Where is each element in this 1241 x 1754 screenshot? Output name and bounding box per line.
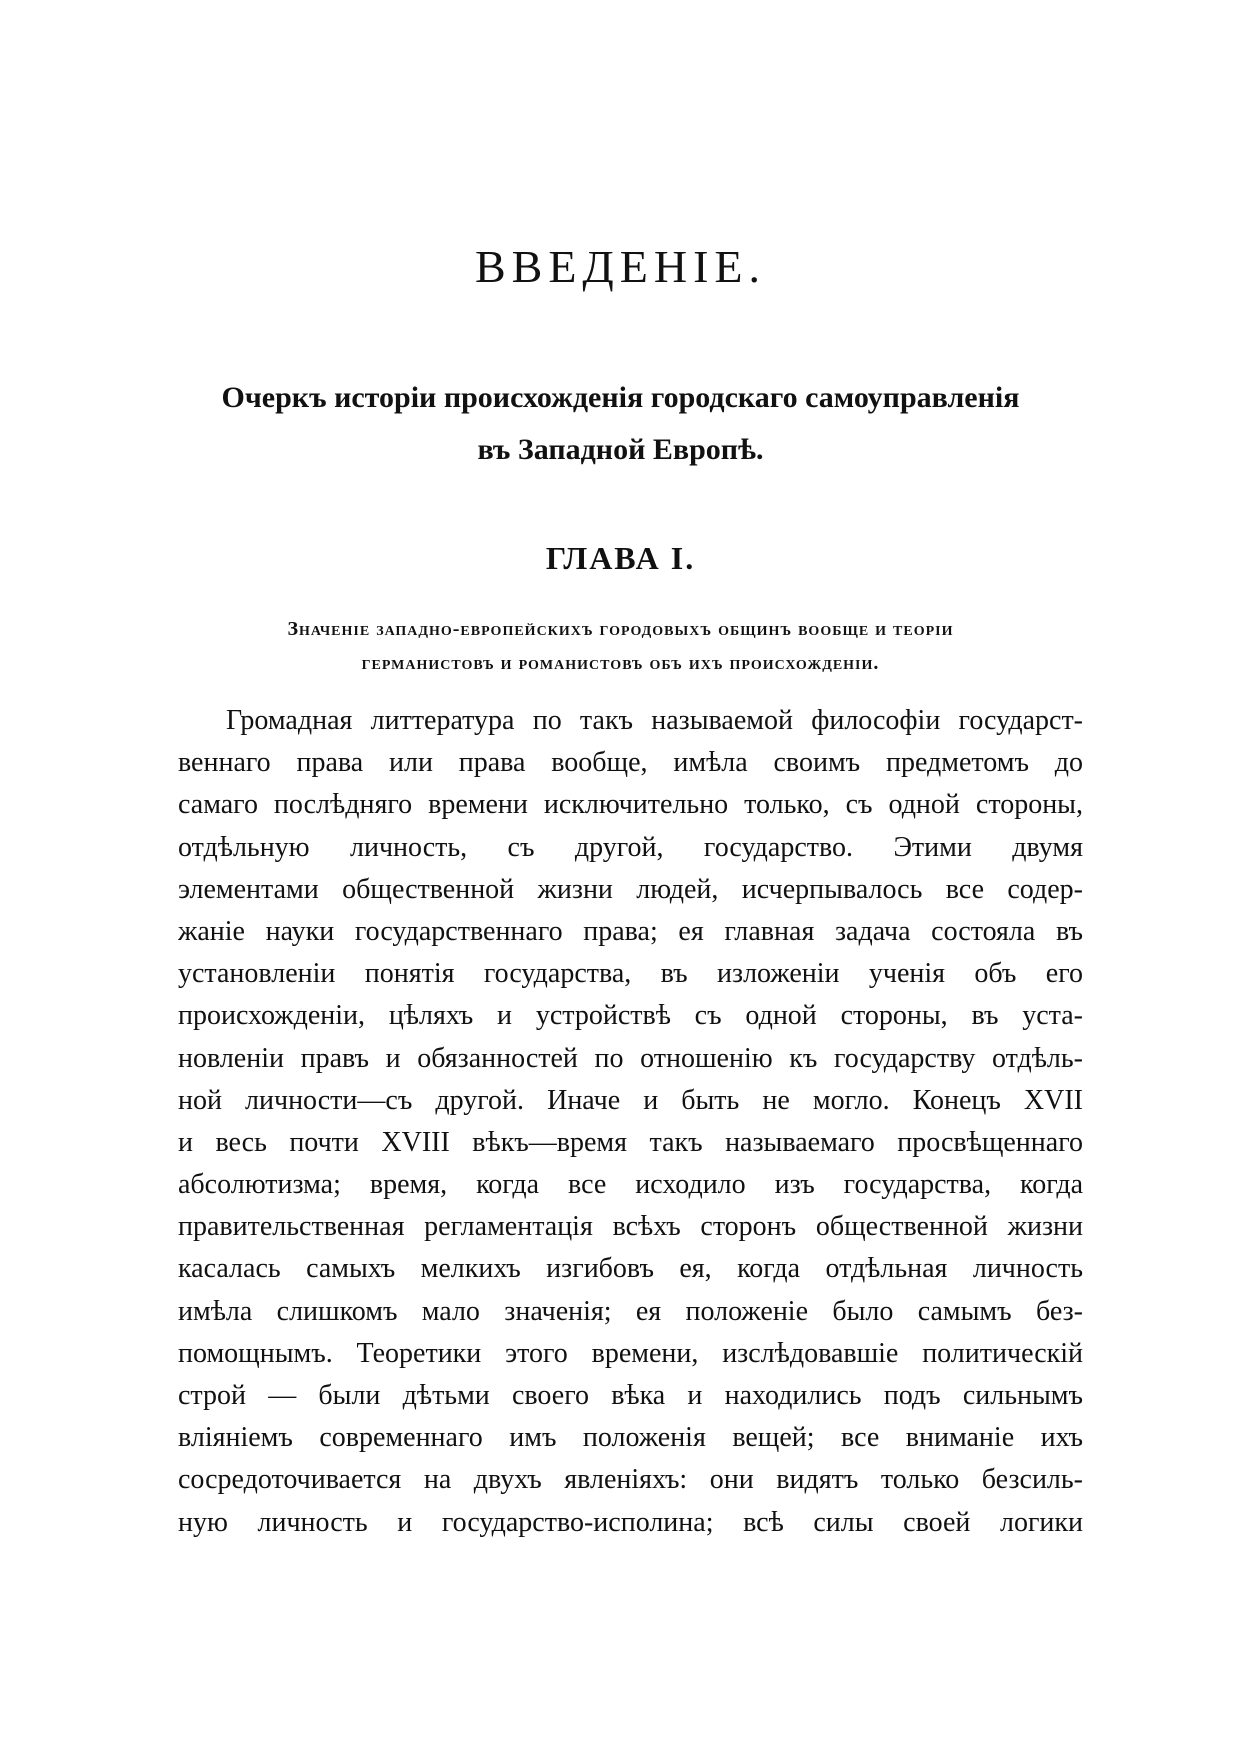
text-line: ной личности—съ другой. Иначе и быть не могло. Конецъ XVII bbox=[178, 1084, 1083, 1116]
text-line: помощнымъ. Теоретики этого времени, изслѣдовавшіе политическій bbox=[178, 1337, 1083, 1369]
text-line: абсолютизма; время, когда все исходило изъ государства, когда bbox=[178, 1169, 1083, 1201]
text-line: Громадная литтература по такъ называемой философіи государст- bbox=[226, 705, 1083, 736]
text-line: происхожденіи, цѣляхъ и устройствѣ съ одной стороны, въ уста- bbox=[178, 1000, 1083, 1032]
text-line: касалась самыхъ мелкихъ изгибовъ ея, когда отдѣльная личность bbox=[178, 1253, 1083, 1285]
text-line: правительственная регламентація всѣхъ сторонъ общественной жизни bbox=[178, 1211, 1083, 1243]
text-line: сосредоточивается на двухъ явленіяхъ: они видятъ только безсиль- bbox=[178, 1464, 1083, 1496]
chapter-heading: ГЛАВА I. bbox=[545, 540, 696, 576]
chapter-description-line: Значеніе западно-европейскихъ городовыхъ общинъ вообще и теоріи bbox=[287, 618, 954, 640]
text-line: вліяніемъ современнаго имъ положенія вещей; все вниманіе ихъ bbox=[178, 1422, 1083, 1454]
body-paragraph bbox=[178, 700, 1083, 1544]
text-line: веннаго права или права вообще, имѣла своимъ предметомъ до bbox=[178, 747, 1083, 779]
section-subtitle bbox=[0, 372, 1241, 476]
text-line: отдѣльную личность, съ другой, государство. Этими двумя bbox=[178, 831, 1083, 863]
text-line: имѣла слишкомъ мало значенія; ея положеніе было самымъ без- bbox=[178, 1295, 1083, 1327]
text-line: установленіи понятія государства, въ изложеніи ученія объ его bbox=[178, 958, 1083, 990]
subtitle-line: Очеркъ исторіи происхожденія городскаго самоуправленія bbox=[221, 381, 1020, 414]
text-line: жаніе науки государственнаго права; ея главная задача состояла въ bbox=[178, 915, 1083, 947]
text-line: строй — были дѣтьми своего вѣка и находились подъ сильнымъ bbox=[178, 1380, 1083, 1411]
text-line: новленіи правъ и обязанностей по отношенію къ государству отдѣль- bbox=[178, 1042, 1083, 1074]
text-line: самаго послѣдняго времени исключительно только, съ одной стороны, bbox=[178, 789, 1083, 821]
chapter-description bbox=[0, 612, 1241, 680]
chapter-description-line: германистовъ и романистовъ объ ихъ происхожденіи. bbox=[361, 652, 880, 674]
text-line: и весь почти XVIII вѣкъ—время такъ называемаго просвѣщеннаго bbox=[178, 1126, 1083, 1158]
text-line: ную личность и государство-исполина; всѣ силы своей логики bbox=[178, 1506, 1083, 1538]
text-line: элементами общественной жизни людей, исчерпывалось все содер- bbox=[178, 873, 1083, 905]
subtitle-line: въ Западной Европѣ. bbox=[477, 433, 764, 466]
page-title: ВВЕДЕНІЕ. bbox=[474, 241, 767, 292]
